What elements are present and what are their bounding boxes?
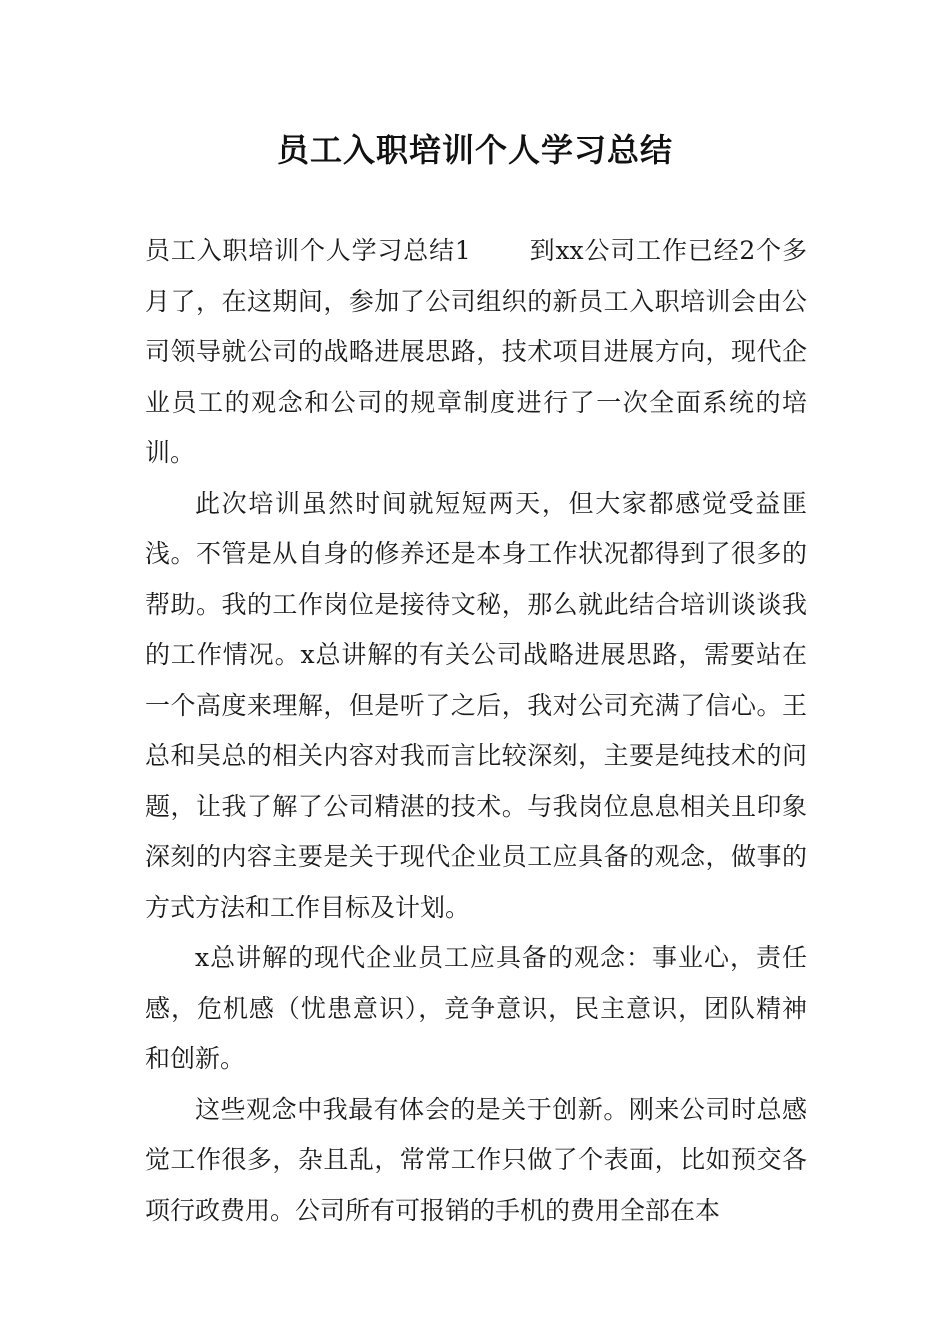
paragraph-1: 到xx公司工作已经2个多月了，在这期间，参加了公司组织的新员工入职培训会由公司领导就公司的战略进展思路，技术项目进展方向，现代企业员工的观念和公司的规章制度进行了一次全面系统的培训。 [145, 236, 807, 467]
paragraph-2: 此次培训虽然时间就短短两天，但大家都感觉受益匪浅。不管是从自身的修养还是本身工作状况都得到了很多的帮助。我的工作岗位是接待文秘，那么就此结合培训谈谈我的工作情况。x总讲解的有关公司战略进展思路，需要站在一个高度来理解，但是听了之后，我对公司充满了信心。王总和吴总的相关内容对我而言比较深刻，主要是纯技术的问题，让我了解了公司精湛的技术。与我岗位息息相关且印象深刻的内容主要是关于现代企业员工应具备的观念，做事的方式方法和工作目标及计划。 [145, 488, 807, 922]
document-body [145, 226, 807, 1236]
paragraph-4: 这些观念中我最有体会的是关于创新。刚来公司时总感觉工作很多，杂且乱，常常工作只做了个表面，比如预交各项行政费用。公司所有可报销的手机的费用全部在本 [145, 1094, 807, 1225]
paragraph-3: x总讲解的现代企业员工应具备的观念：事业心，责任感，危机感（忧患意识），竞争意识，民主意识，团队精神和创新。 [145, 943, 807, 1073]
intro-heading: 员工入职培训个人学习总结1 [145, 236, 471, 265]
document-title: 员工入职培训个人学习总结 [276, 131, 673, 169]
intro-paragraph [145, 226, 807, 479]
